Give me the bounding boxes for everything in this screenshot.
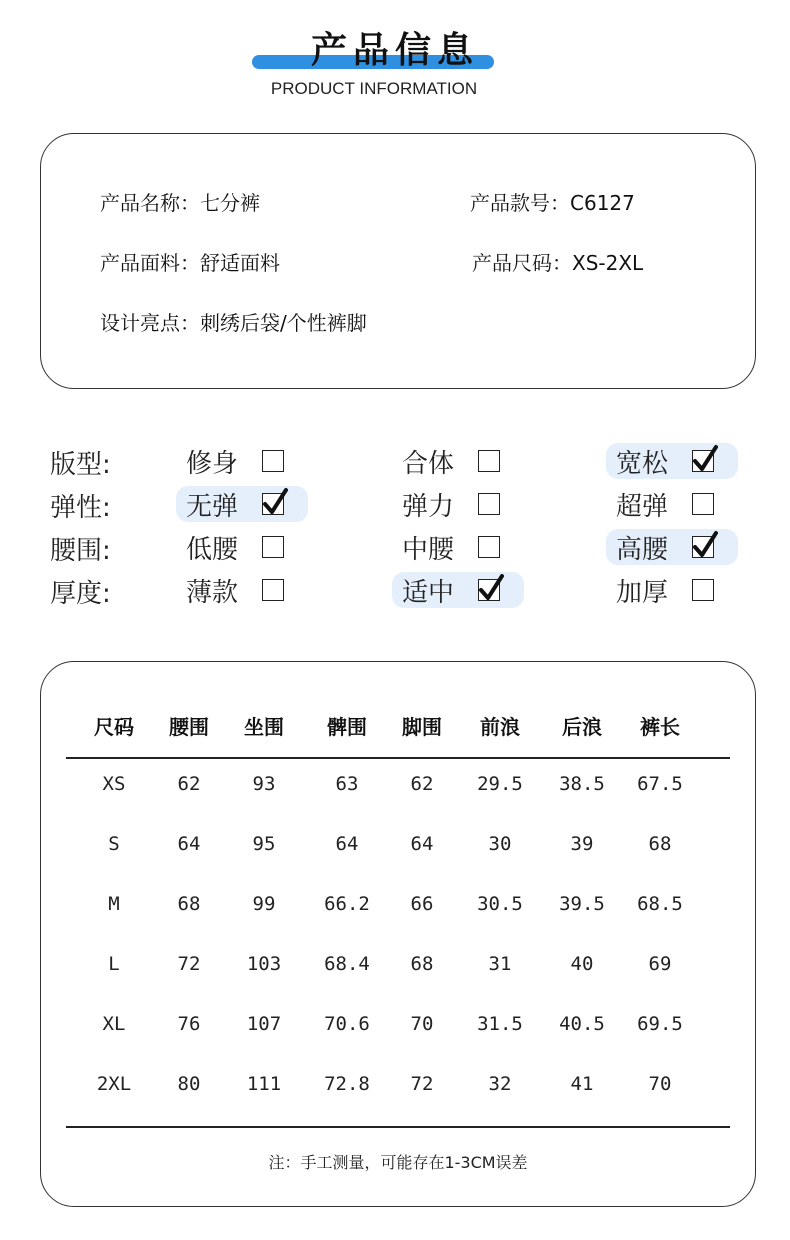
checkmark-icon — [691, 530, 719, 560]
table-header-divider — [66, 757, 730, 759]
table-cell: 39 — [570, 833, 594, 855]
table-cell: 68.4 — [324, 953, 370, 975]
checkbox[interactable] — [478, 493, 500, 515]
product-size-range — [472, 247, 643, 276]
product-fabric — [100, 247, 280, 276]
table-cell: 32 — [488, 1073, 512, 1095]
table-cell: 64 — [177, 833, 201, 855]
attribute-option-label: 高腰 — [616, 534, 669, 565]
checkbox[interactable] — [478, 536, 500, 558]
product-design-value: 刺绣后袋/个性裤脚 — [200, 311, 367, 335]
attribute-option-label: 中腰 — [402, 534, 455, 565]
attribute-option[interactable] — [176, 486, 308, 522]
product-design — [100, 307, 367, 336]
table-cell: 64 — [335, 833, 359, 855]
product-name — [100, 187, 260, 216]
table-row-size: L — [108, 953, 120, 975]
checked-checkbox[interactable] — [692, 450, 714, 472]
checkbox[interactable] — [692, 493, 714, 515]
attribute-option[interactable] — [606, 572, 738, 608]
section-header — [0, 22, 790, 102]
attribute-option[interactable] — [176, 572, 308, 608]
attribute-label: 腰围: — [50, 536, 111, 566]
attribute-option[interactable] — [176, 443, 308, 479]
table-header-cell: 后浪 — [562, 715, 602, 739]
table-cell: 66 — [410, 893, 434, 915]
table-cell: 64 — [410, 833, 434, 855]
table-header-cell: 前浪 — [480, 715, 520, 739]
checkbox[interactable] — [262, 579, 284, 601]
page-title: 产品信息 — [310, 30, 479, 71]
table-cell: 30 — [488, 833, 512, 855]
table-cell: 69.5 — [637, 1013, 683, 1035]
attribute-option-label: 适中 — [402, 577, 455, 608]
table-cell: 31.5 — [477, 1013, 523, 1035]
checkbox[interactable] — [478, 450, 500, 472]
table-cell: 93 — [252, 773, 276, 795]
table-cell: 39.5 — [559, 893, 605, 915]
attribute-option[interactable] — [392, 443, 524, 479]
table-cell: 67.5 — [637, 773, 683, 795]
attribute-option-label: 无弹 — [186, 491, 239, 522]
attribute-option[interactable] — [392, 572, 524, 608]
table-cell: 111 — [246, 1073, 282, 1095]
attribute-option-label: 弹力 — [402, 491, 455, 522]
attribute-option[interactable] — [606, 486, 738, 522]
attribute-option[interactable] — [392, 529, 524, 565]
attribute-option-label: 修身 — [186, 448, 239, 479]
attribute-label: 弹性: — [50, 493, 111, 523]
table-cell: 76 — [177, 1013, 201, 1035]
table-cell: 41 — [570, 1073, 594, 1095]
table-cell: 70.6 — [324, 1013, 370, 1035]
table-cell: 70 — [648, 1073, 672, 1095]
checkbox[interactable] — [692, 579, 714, 601]
table-cell: 68 — [177, 893, 201, 915]
table-cell: 72 — [410, 1073, 434, 1095]
attribute-option-label: 宽松 — [616, 448, 669, 479]
table-cell: 69 — [648, 953, 672, 975]
attribute-option[interactable] — [606, 529, 738, 565]
table-header-cell: 尺码 — [94, 715, 134, 739]
table-cell: 80 — [177, 1073, 201, 1095]
attribute-option-label: 薄款 — [186, 577, 239, 608]
checked-checkbox[interactable] — [478, 579, 500, 601]
attribute-option[interactable] — [606, 443, 738, 479]
attribute-option-label: 加厚 — [616, 577, 669, 608]
attribute-label: 版型: — [50, 450, 111, 480]
product-size-label: 产品尺码： — [472, 251, 572, 275]
product-design-label: 设计亮点： — [100, 311, 200, 335]
attribute-option[interactable] — [176, 529, 308, 565]
attribute-option-label: 超弹 — [616, 491, 669, 522]
table-header-cell: 坐围 — [244, 715, 284, 739]
product-code-value: C6127 — [570, 191, 635, 215]
table-cell: 38.5 — [559, 773, 605, 795]
table-cell: 95 — [252, 833, 276, 855]
table-cell: 72.8 — [324, 1073, 370, 1095]
checkmark-icon — [691, 444, 719, 474]
table-cell: 68 — [648, 833, 672, 855]
product-fabric-value: 舒适面料 — [200, 251, 280, 275]
table-cell: 66.2 — [324, 893, 370, 915]
product-fabric-label: 产品面料： — [100, 251, 200, 275]
table-row-size: M — [108, 893, 120, 915]
checked-checkbox[interactable] — [262, 493, 284, 515]
table-cell: 70 — [410, 1013, 434, 1035]
table-cell: 107 — [246, 1013, 282, 1035]
table-cell: 40 — [570, 953, 594, 975]
product-size-value: XS-2XL — [572, 251, 644, 275]
product-code-label: 产品款号： — [470, 191, 570, 215]
measurement-note: 注：手工测量，可能存在1-3CM误差 — [268, 1153, 528, 1172]
attribute-option-label: 合体 — [402, 448, 455, 479]
table-cell: 30.5 — [477, 893, 523, 915]
table-header-cell: 腰围 — [169, 715, 209, 739]
table-cell: 103 — [246, 953, 282, 975]
product-name-label: 产品名称： — [100, 191, 200, 215]
table-cell: 62 — [410, 773, 434, 795]
table-cell: 68.5 — [637, 893, 683, 915]
table-header-cell: 裤长 — [640, 715, 680, 739]
table-bottom-divider — [66, 1126, 730, 1128]
checked-checkbox[interactable] — [692, 536, 714, 558]
attribute-label: 厚度: — [50, 579, 111, 609]
checkbox[interactable] — [262, 536, 284, 558]
table-row-size: XL — [102, 1013, 126, 1035]
table-cell: 62 — [177, 773, 201, 795]
table-header-cell: 脚围 — [402, 715, 442, 739]
table-header-cell: 髀围 — [327, 715, 367, 739]
table-row-size: S — [108, 833, 120, 855]
product-name-value: 七分裤 — [200, 191, 260, 215]
attribute-option-label: 低腰 — [186, 534, 239, 565]
attribute-option[interactable] — [392, 486, 524, 522]
checkbox[interactable] — [262, 450, 284, 472]
product-code — [470, 187, 635, 216]
table-cell: 72 — [177, 953, 201, 975]
table-row-size: XS — [102, 773, 126, 795]
table-cell: 40.5 — [559, 1013, 605, 1035]
checkmark-icon — [261, 487, 289, 517]
page-subtitle: PRODUCT INFORMATION — [270, 79, 478, 98]
table-cell: 29.5 — [477, 773, 523, 795]
table-cell: 63 — [335, 773, 359, 795]
table-cell: 31 — [488, 953, 512, 975]
table-cell: 68 — [410, 953, 434, 975]
table-cell: 99 — [252, 893, 276, 915]
table-row-size: 2XL — [96, 1073, 132, 1095]
checkmark-icon — [477, 573, 505, 603]
